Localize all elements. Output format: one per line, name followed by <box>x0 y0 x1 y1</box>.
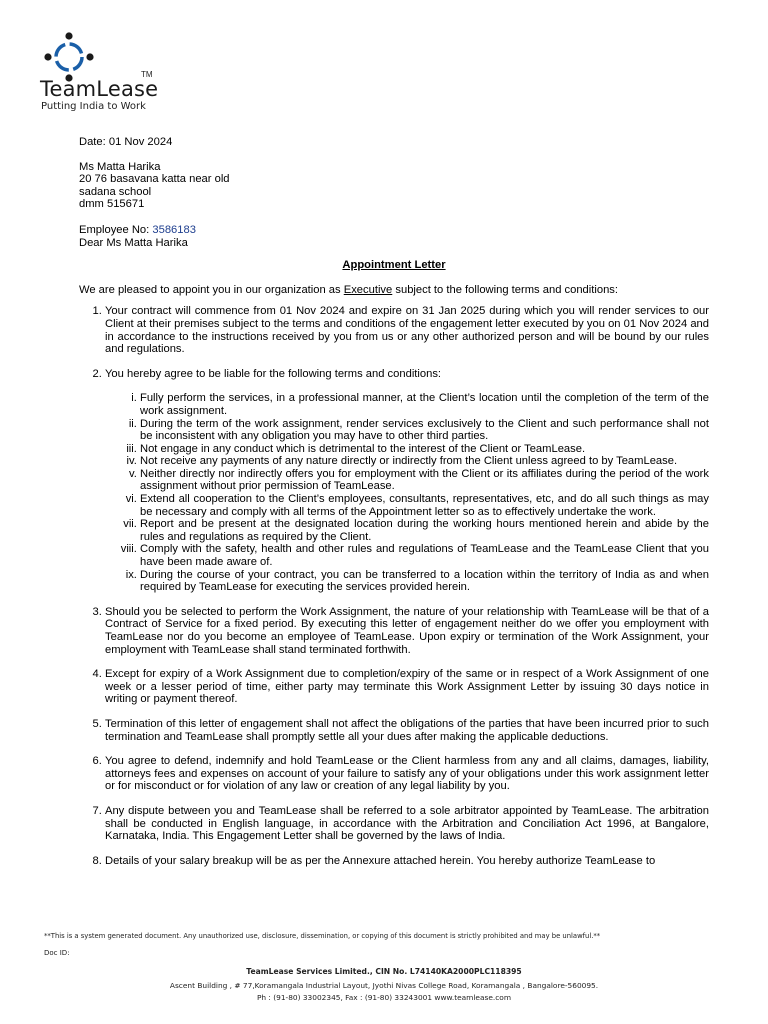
intro-text: We are pleased to appoint you in our organization as <box>79 283 344 296</box>
logo-tagline: Putting India to Work <box>41 101 146 112</box>
clause-4: 4. Except for expiry of a Work Assignment due to completion/expiry of the same or in respect of a Work Assignment of one week or a lesser period of time, either party may terminate this Work Assignment Letter by issuing 30 days notice in writing or payment thereof. <box>105 668 709 706</box>
teamlease-logo <box>38 28 168 118</box>
letter-date: Date: 01 Nov 2024 <box>79 136 173 148</box>
address-line: dmm 515671 <box>79 198 145 211</box>
employee-number: 3586183 <box>152 223 196 236</box>
sub-term: i. Fully perform the services, in a professional manner, at the Client’s location until the completion of the term of the work assignment. <box>140 392 709 417</box>
sub-term: ix. During the course of your contract, you can be transferred to a location within the territory of India as and when required by TeamLease for executing the services provided herein. <box>140 569 709 594</box>
teamlease-logo-mark-icon <box>42 30 96 84</box>
sub-term: viii. Comply with the safety, health and other rules and regulations of TeamLease and the TeamLease Client that you have been made aware of. <box>140 543 709 568</box>
address-line: Ms Matta Harika <box>79 160 161 173</box>
clause-6: 6. You agree to defend, indemnify and hold TeamLease or the Client harmless from any and all claims, damages, liability, attorneys fees and expenses on account of your failure to satisfy any of your obligations under this work assignment letter or for misconduct or for violation of any law or creation of any legal liability by you. <box>105 755 709 793</box>
footer-disclaimer: **This is a system generated document. Any unauthorized use, disclosure, dissemination, or copying of this document is strictly prohibited and may be unlawful.** <box>44 932 601 940</box>
sub-term: v. Neither directly nor indirectly offers you for employment with the Client or its affiliates during the period of the work assignment without prior permission of TeamLease. <box>140 468 709 493</box>
intro-paragraph <box>79 284 709 297</box>
letter-body <box>79 136 709 879</box>
sub-term: ii. During the term of the work assignment, render services exclusively to the Client and such performance shall not be inconsistent with any obligation you may have to other third parties. <box>140 418 709 443</box>
employee-number-label: Employee No: <box>79 223 153 236</box>
doc-id-label: Doc ID: <box>44 949 70 957</box>
clause-7: 7. Any dispute between you and TeamLease shall be referred to a sole arbitrator appointed by TeamLease. The arbitration shall be conducted in English language, in accordance with the Arbitration and Conciliation Act 1996, at Bangalore, Karnataka, India. This Engagement Letter shall be governed by the laws of India. <box>105 805 709 843</box>
letter-title: Appointment Letter <box>342 259 446 272</box>
clause-3: 3. Should you be selected to perform the Work Assignment, the nature of your relationship with TeamLease will be that of a Contract of Service for a fixed period. By executing this letter of engagement neither do we offer you employment with TeamLease nor do you become an employee of TeamLease. Upon expiry or termination of the Work Assignment, your employment with TeamLease shall stand terminated forthwith. <box>105 606 709 656</box>
logo-brand-name: TeamLease <box>40 77 159 101</box>
intro-text-end: subject to the following terms and conditions: <box>392 283 619 296</box>
clause-5: 5. Termination of this letter of engagement shall not affect the obligations of the parties that have been incurred prior to such termination and TeamLease shall promptly settle all your dues after making the applicable deductions. <box>105 718 709 743</box>
salutation: Dear Ms Matta Harika <box>79 236 188 249</box>
sub-term: iii. Not engage in any conduct which is detrimental to the interest of the Client or TeamLease. <box>140 443 709 456</box>
recipient-address <box>79 161 709 211</box>
job-role: Executive <box>343 283 393 296</box>
trademark-mark: TM <box>141 70 153 79</box>
terms-list <box>79 305 709 867</box>
employee-number-line <box>79 224 709 237</box>
sub-terms-list <box>105 392 709 594</box>
sub-term: vi. Extend all cooperation to the Client’s employees, consultants, representatives, etc, and do all such things as may be necessary and comply with all terms of the Appointment letter so as to effectively undertake the work. <box>140 493 709 518</box>
clause-2-text: You hereby agree to be liable for the following terms and conditions: <box>105 367 442 380</box>
clause-2 <box>105 368 709 594</box>
clause-1: 1. Your contract will commence from 01 Nov 2024 and expire on 31 Jan 2025 during which you will render services to our Client at their premises subject to the terms and conditions of the engagement letter executed by you on 01 Nov 2024 and in accordance to the instructions received by you from us or any other authorized person and will be bound by our rules and regulations. <box>105 305 709 355</box>
address-line: sadana school <box>79 185 152 198</box>
footer-company-name: TeamLease Services Limited., CIN No. L74140KA2000PLC118395 <box>246 967 522 976</box>
sub-term: vii. Report and be present at the designated location during the working hours mentioned herein and abide by the rules and regulations as required by the Client. <box>140 518 709 543</box>
address-line: 20 76 basavana katta near old <box>79 173 230 186</box>
clause-8: 8. Details of your salary breakup will be as per the Annexure attached herein. You hereby authorize TeamLease to <box>105 855 709 868</box>
footer-contact: Ph : (91-80) 33002345, Fax : (91-80) 33243001 www.teamlease.com <box>256 993 512 1002</box>
footer-address: Ascent Building , # 77,Koramangala Industrial Layout, Jyothi Nivas College Road, Koramangala , Bangalore-560095. <box>169 981 599 990</box>
sub-term: iv. Not receive any payments of any nature directly or indirectly from the Client unless agreed to by TeamLease. <box>140 455 709 468</box>
